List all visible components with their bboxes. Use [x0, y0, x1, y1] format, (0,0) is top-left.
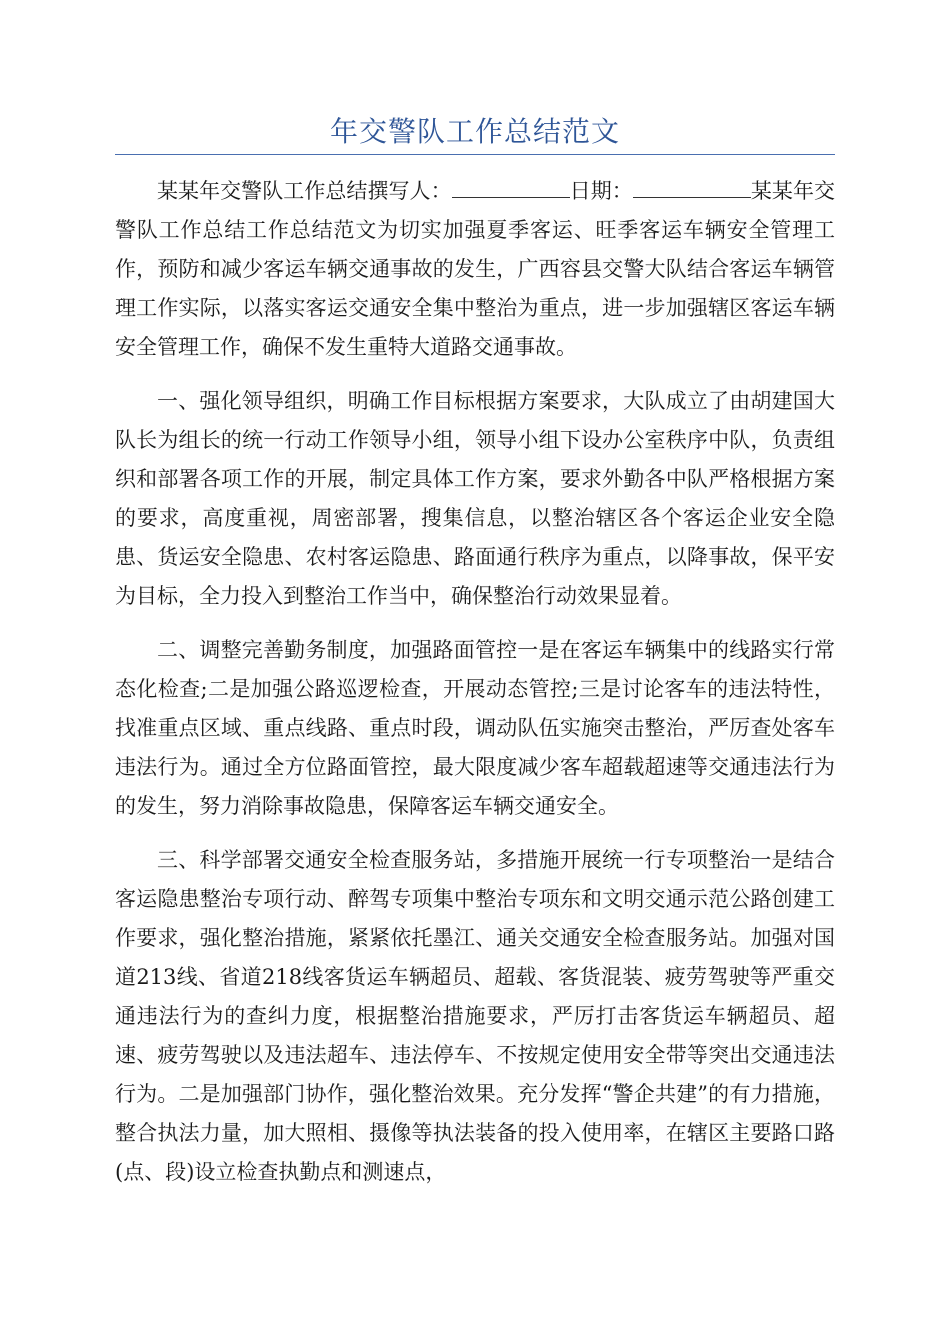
paragraph-3: 三、科学部署交通安全检查服务站，多措施开展统一行专项整治一是结合客运隐患整治专项行动、醉驾专项集中整治专项东和文明交通示范公路创建工作要求，强化整治措施，紧紧依托墨江、通关交通安全检查服务站。加强对国道213线、省道218线客货运车辆超员、超载、客货混装、疲劳驾驶等严重交通违法行为的查纠力度，根据整治措施要求，严厉打击客货运车辆超员、超速、疲劳驾驶以及违法超车、违法停车、不按规定使用安全带等突出交通违法行为。二是加强部门协作，强化整治效果。充分发挥“警企共建”的有力措施，整合执法力量，加大照相、摄像等执法装备的投入使用率，在辖区主要路口路(点、段)设立检查执勤点和测速点，	[115, 848, 835, 1184]
document-title: 年交警队工作总结范文	[329, 115, 620, 148]
date-label: 日期：	[569, 179, 633, 203]
title-underline	[115, 154, 835, 155]
document-body	[115, 172, 835, 1207]
paragraph-1: 一、强化领导组织，明确工作目标根据方案要求，大队成立了由胡建国大队长为组长的统一行动工作领导小组，领导小组下设办公室秩序中队，负责组织和部署各项工作的开展，制定具体工作方案，要求外勤各中队严格根据方案的要求，高度重视，周密部署，搜集信息，以整治辖区各个客运企业安全隐患、货运安全隐患、农村客运隐患、路面通行秩序为重点，以降事故，保平安为目标，全力投入到整治工作当中，确保整治行动效果显着。	[115, 389, 835, 608]
date-blank	[633, 177, 751, 198]
intro-paragraph	[115, 172, 835, 367]
author-blank	[452, 177, 570, 198]
intro-text: 某某年交警队工作总结工作总结范文为切实加强夏季客运、旺季客运车辆安全管理工作，预防和减少客运车辆交通事故的发生，广西容县交警大队结合客运车辆管理工作实际，以落实客运交通安全集中整治为重点，进一步加强辖区客运车辆安全管理工作，确保不发生重特大道路交通事故。	[115, 179, 836, 359]
paragraph-2: 二、调整完善勤务制度，加强路面管控一是在客运车辆集中的线路实行常态化检查;二是加强公路巡逻检查，开展动态管控;三是讨论客车的违法特性，找准重点区域、重点线路、重点时段，调动队伍实施突击整治，严厉查处客车违法行为。通过全方位路面管控，最大限度减少客车超载超速等交通违法行为的发生，努力消除事故隐患，保障客运车辆交通安全。	[115, 638, 835, 818]
author-label: 某某年交警队工作总结撰写人：	[157, 179, 452, 203]
